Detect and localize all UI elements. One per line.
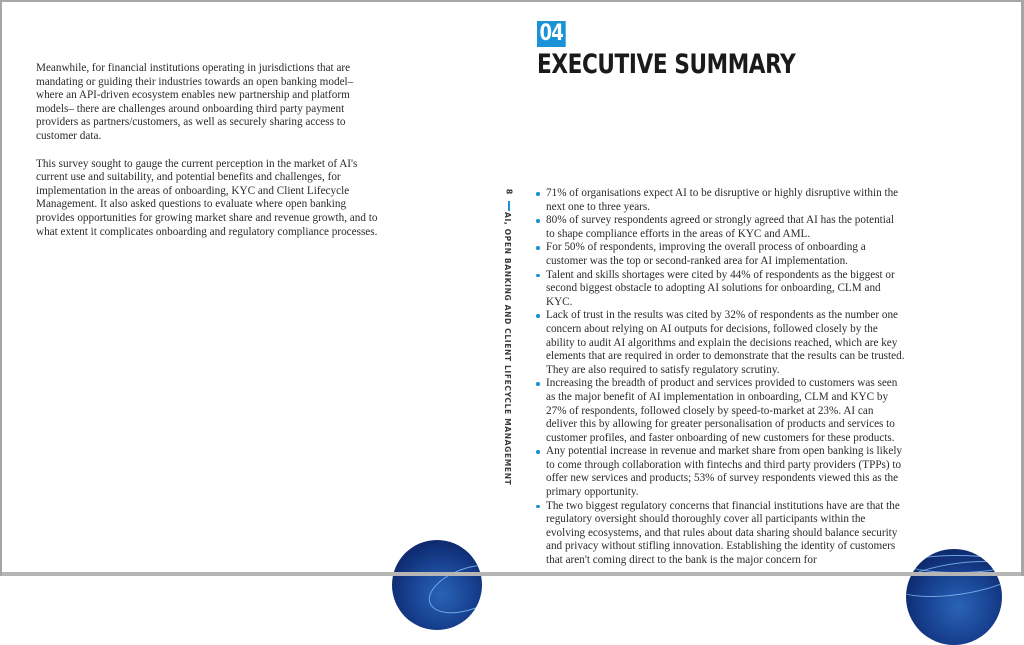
intro-paragraph: Meanwhile, for financial institutions operating in jurisdictions that are mandating or guiding their industries towards an open banking model– where an API-driven ecosystem enables new partnership and platform models– there are challenges around onboarding third party payment providers as partners/customers, as well as securely sharing access to customer data.: [36, 62, 354, 142]
bullet-icon: [536, 382, 540, 386]
summary-bullet-list: [535, 187, 905, 568]
page-title: EXECUTIVE SUMMARY: [537, 49, 796, 80]
bullet-icon: [536, 274, 540, 278]
intro-text-column: [36, 62, 381, 253]
list-item: [535, 187, 905, 214]
bullet-text: Lack of trust in the results was cited by 32% of respondents as the number one concern about relying on AI outputs for decisions, followed closely by the ability to audit AI algorithms and explain the decisions reached, which are key elements that are required in order to demonstrate that the results can be trusted. They are also required to satisfy regulatory scrutiny.: [546, 309, 905, 376]
running-title: AI, OPEN BANKING AND CLIENT LIFECYCLE MANAGEMENT: [503, 212, 512, 486]
bullet-icon: [536, 219, 540, 223]
bullet-icon: [536, 450, 540, 454]
bullet-text: Talent and skills shortages were cited by 44% of respondents as the biggest or second biggest obstacle to adopting AI solutions for onboarding, CLM and KYC.: [546, 268, 895, 308]
list-item: [535, 445, 905, 499]
globe-icon: [392, 540, 482, 630]
side-strip: [503, 187, 515, 215]
bullet-icon: [536, 505, 540, 509]
bullet-text: 80% of survey respondents agreed or strongly agreed that AI has the potential to shape compliance efforts in the areas of KYC and AML.: [546, 214, 894, 240]
section-number-badge: 04: [537, 21, 565, 47]
list-item: [535, 309, 905, 377]
intro-paragraph: This survey sought to gauge the current perception in the market of AI's current use and suitability, and potential benefits and challenges, for implementation in the areas of onboarding, KYC and Client Lifecycle Management. It also asked questions to evaluate where open banking provides opportunities for growing market share and revenue growth, and to what extent it complicates onboarding and regulatory compliance processes.: [36, 157, 378, 238]
bottom-edge-bar: [0, 572, 1024, 576]
globe-icon: [906, 549, 1002, 645]
list-item: [535, 214, 905, 241]
bullet-text: The two biggest regulatory concerns that financial institutions have are that the regulatory oversight should thoroughly cover all participants within the evolving ecosystems, and that rules about data sharing should balance security and privacy without stifling innovation. Establishing the identity of customers that aren't coming direct to the bank is the major concern for: [546, 499, 900, 567]
bullet-text: Increasing the breadth of product and services provided to customers was seen as the major benefit of AI implementation in onboarding, CLM and KYC by 27% of respondents, followed closely by speed-to-market at 23%. AI can deliver this by allowing for greater personalisation of products and services to customer profiles, and faster onboarding of new customers for these products.: [546, 377, 898, 444]
bullet-icon: [536, 192, 540, 196]
side-divider: [508, 201, 510, 211]
bullet-icon: [536, 246, 540, 250]
bullet-text: 71% of organisations expect AI to be disruptive or highly disruptive within the next one to three years.: [546, 187, 899, 213]
bullet-icon: [536, 314, 540, 318]
list-item: [535, 269, 905, 310]
list-item: [535, 500, 905, 568]
bullet-text: Any potential increase in revenue and market share from open banking is likely to come through collaboration with fintechs and third party providers (TPPs) to offer new services and products; 53% of survey respondents viewed this as the primary opportunity.: [546, 445, 903, 499]
list-item: [535, 377, 905, 445]
page-number: 8: [504, 188, 514, 195]
list-item: [535, 241, 905, 268]
bullet-text: For 50% of respondents, improving the overall process of onboarding a customer was the top or second-ranked area for AI implementation.: [546, 241, 866, 267]
